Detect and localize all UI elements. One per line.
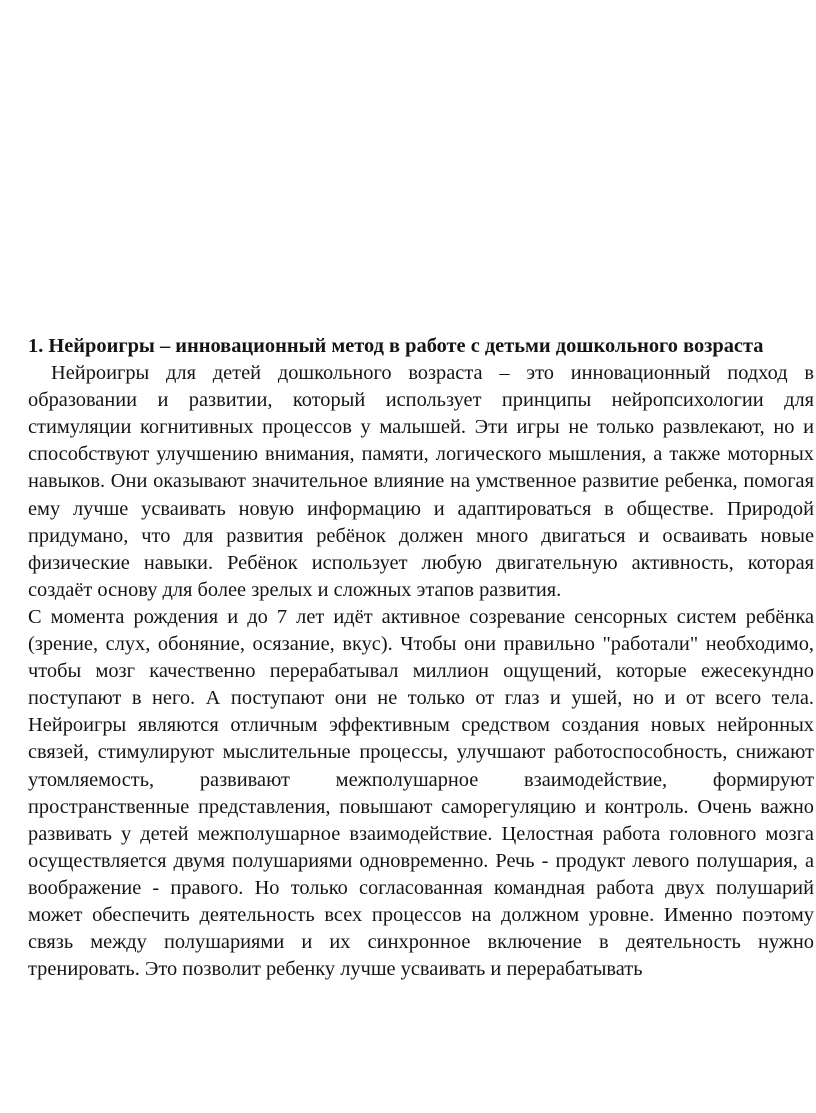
section-heading: 1. Нейроигры – инновационный метод в работе с детьми дошкольного возраста: [28, 335, 764, 357]
paragraph-intro: Нейроигры для детей дошкольного возраста – это инновационный подход в образовании и развитии, который использует принципы нейропсихологии для стимуляции когнитивных процессов у малышей. Эти игры не только развлекают, но и способствуют улучшению внимания, памяти, логического мышления, а также моторных навыков. Они оказывают значительное влияние на умственное развитие ребенка, помогая ему лучше усваивать новую информацию и адаптироваться в обществе. Природой придумано, что для развития ребёнок должен много двигаться и осваивать новые физические навыки. Ребёнок использует любую двигательную активность, которая создаёт основу для более зрелых и сложных этапов развития.: [28, 362, 814, 601]
document-body: [28, 333, 814, 983]
paragraph-sensory-development: С момента рождения и до 7 лет идёт активное созревание сенсорных систем ребёнка (зрение, слух, обоняние, осязание, вкус). Чтобы они правильно "работали" необходимо, чтобы мозг качественно перерабатывал миллион ощущений, которые ежесекундно поступают в него. А поступают они не только от глаз и ушей, но и от всего тела. Нейроигры являются отличным эффективным средством создания новых нейронных связей, стимулируют мыслительные процессы, улучшают работоспособность, снижают утомляемость, развивают межполушарное взаимодействие, формируют пространственные представления, повышают саморегуляцию и контроль. Очень важно развивать у детей межполушарное взаимодействие. Целостная работа головного мозга осуществляется двумя полушариями одновременно. Речь - продукт левого полушария, а воображение - правого. Но только согласованная командная работа двух полушарий может обеспечить деятельность всех процессов на должном уровне. Именно поэтому связь между полушариями и их синхронное включение в деятельность нужно тренировать. Это позволит ребенку лучше усваивать и перерабатывать: [28, 605, 814, 981]
